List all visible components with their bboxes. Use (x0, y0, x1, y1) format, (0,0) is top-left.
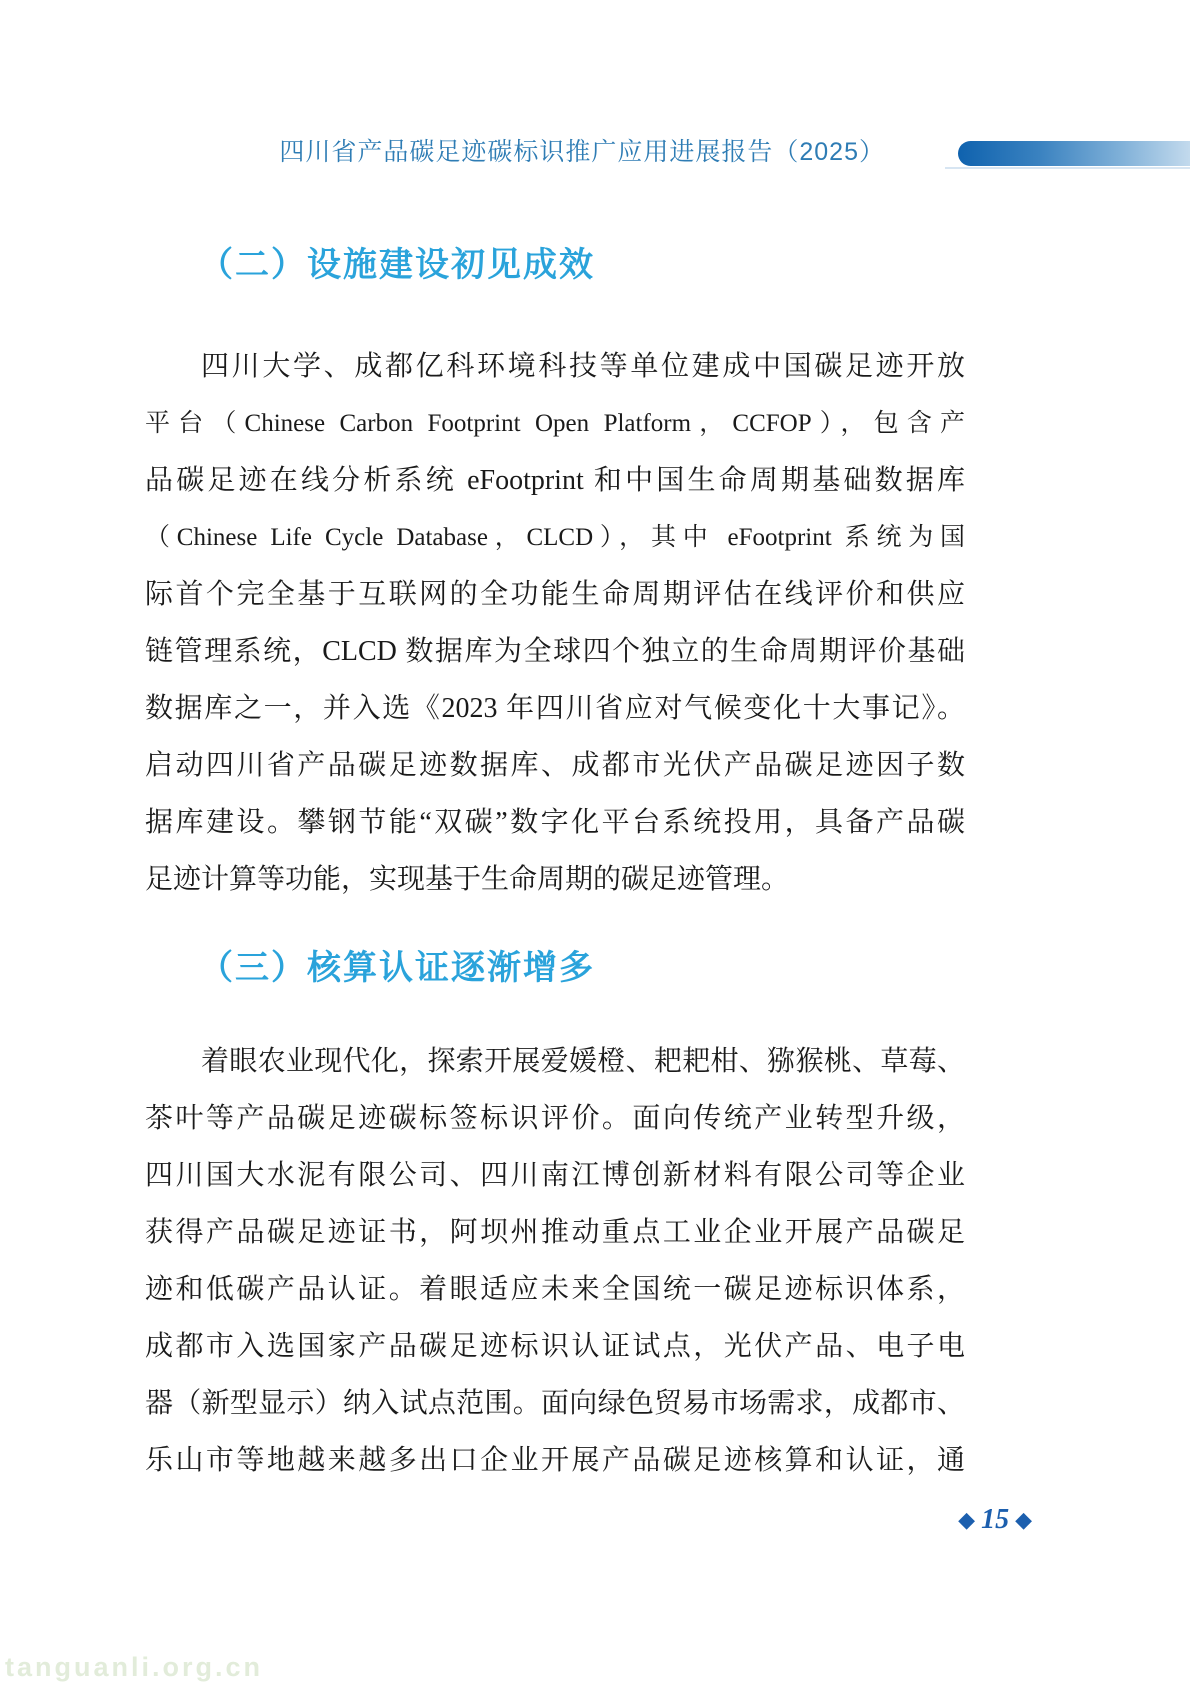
page-number (958, 1504, 1032, 1536)
watermark: tanguanli.org.cn (5, 1652, 264, 1682)
paragraph-line: 着眼农业现代化，探索开展爱媛橙、耙耙柑、猕猴桃、草莓、 (201, 1046, 965, 1077)
paragraph-line: 成都市入选国家产品碳足迹标识认证试点，光伏产品、电子电 (145, 1331, 965, 1362)
paragraph-line: 乐山市等地越来越多出口企业开展产品碳足迹核算和认证，通 (145, 1445, 965, 1476)
paragraph-line: 迹和低碳产品认证。着眼适应未来全国统一碳足迹标识体系， (145, 1274, 965, 1305)
section-heading-facilities: （二）设施建设初见成效 (199, 246, 595, 284)
paragraph-certification (145, 1033, 965, 1489)
paragraph-facilities (145, 338, 965, 908)
paragraph-line: 平台（Chinese Carbon Footprint Open Platform，CCFOP），包含产 (145, 410, 965, 437)
paragraph-line: 链管理系统，CLCD 数据库为全球四个独立的生命周期评价基础 (145, 636, 965, 667)
section-heading-certification: （三）核算认证逐渐增多 (199, 949, 595, 987)
header-rule (945, 167, 1190, 169)
paragraph-line: 器（新型显示）纳入试点范围。面向绿色贸易市场需求，成都市、 (145, 1388, 965, 1419)
paragraph-line: 据库建设。攀钢节能“双碳”数字化平台系统投用，具备产品碳 (145, 807, 965, 838)
paragraph-line: 足迹计算等功能，实现基于生命周期的碳足迹管理。 (145, 864, 790, 895)
page-number-value: 15 (981, 1504, 1010, 1535)
paragraph-line: 际首个完全基于互联网的全功能生命周期评估在线评价和供应 (145, 579, 965, 610)
paragraph-line: 启动四川省产品碳足迹数据库、成都市光伏产品碳足迹因子数 (145, 750, 965, 781)
header-title: 四川省产品碳足迹碳标识推广应用进展报告（2025） (279, 138, 885, 166)
header-gradient-bar (958, 141, 1190, 166)
paragraph-line: 茶叶等产品碳足迹碳标签标识评价。面向传统产业转型升级， (145, 1103, 965, 1134)
paragraph-line: 品碳足迹在线分析系统 eFootprint 和中国生命周期基础数据库 (145, 465, 965, 496)
paragraph-line: 数据库之一，并入选《2023 年四川省应对气候变化十大事记》。 (145, 693, 965, 724)
paragraph-line: 四川国大水泥有限公司、四川南江博创新材料有限公司等企业 (145, 1160, 965, 1191)
diamond-icon: ◆ (958, 1508, 976, 1533)
diamond-icon: ◆ (1015, 1508, 1032, 1533)
paragraph-line: 获得产品碳足迹证书，阿坝州推动重点工业企业开展产品碳足 (145, 1217, 965, 1248)
paragraph-line: 四川大学、成都亿科环境科技等单位建成中国碳足迹开放 (201, 351, 965, 382)
paragraph-line: （Chinese Life Cycle Database，CLCD），其中 eFootprint 系统为国 (145, 524, 965, 551)
